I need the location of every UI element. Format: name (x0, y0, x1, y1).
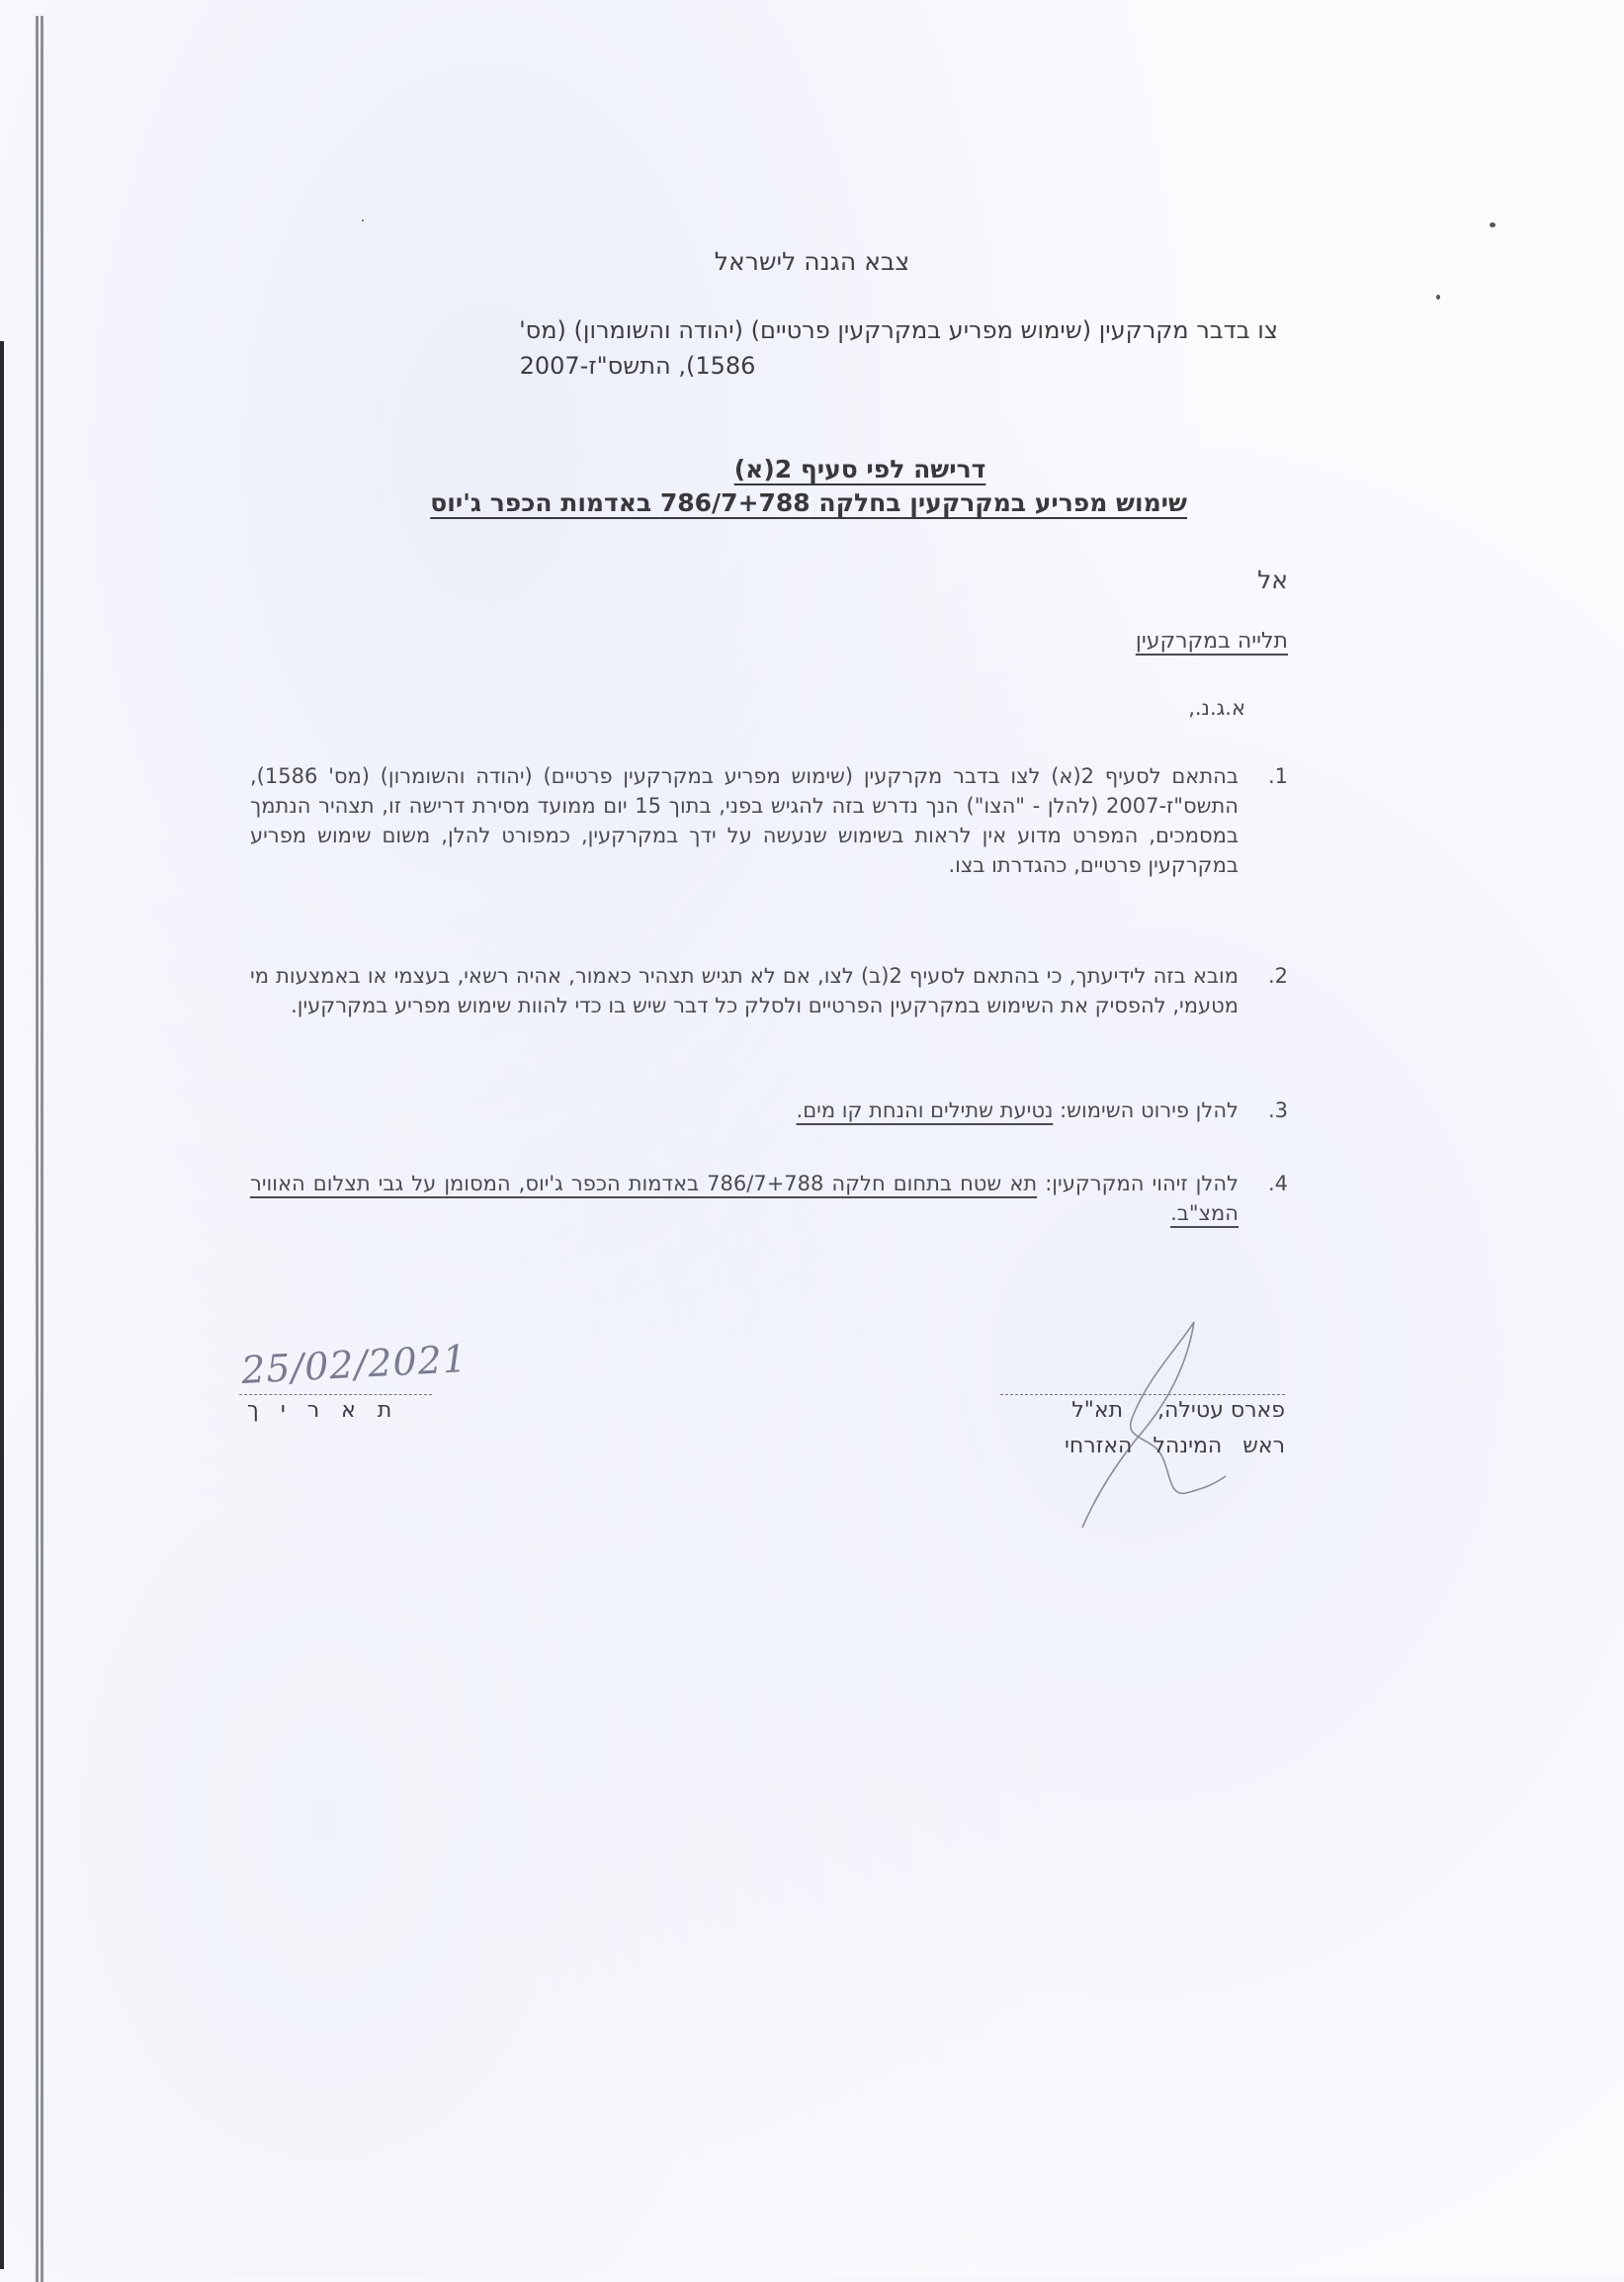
salutation: א.ג.נ., (1188, 696, 1245, 720)
order-title-line2: 1586), התשס"ז-2007 (519, 352, 756, 380)
paragraph-text: מובא בזה לידיעתך, כי בהתאם לסעיף 2(ב) לצו, אם לא תגיש תצהיר כאמור, אהיה רשאי, בעצמי או באמצעות מי מטעמי, להפסיק את השימוש במקרקעין הפרטיים ולסלק כל דבר שיש בו כדי להוות שימוש מפריע במקרקעין. (250, 964, 1239, 1017)
paragraph-number: 3. (1267, 1098, 1288, 1122)
paragraph-4 (250, 1169, 1288, 1228)
paragraph-text: בהתאם לסעיף 2(א) לצו בדבר מקרקעין (שימוש מפריע במקרקעין פרטיים) (יהודה והשומרון) (מס' 1586), התשס"ז-2007 (להלן - "הצו") הנך נדרש בזה להגיש בפני, בתוך 15 יום ממועד מסירת דרישה זו, תצהיר הנתמך במסמכים, המפרט מדוע אין לראות בשימוש שנעשה על ידך במקרקעין, כמפורט להלן, משום שימוש מפריע במקרקעין פרטיים, כהגדרתו בצו. (250, 764, 1239, 877)
scan-border (0, 341, 4, 2269)
demand-subheading: שימוש מפריע במקרקעין בחלקה 786/7+788 באדמות הכפר ג'יוס (430, 488, 1187, 517)
paragraph-number: 4. (1267, 1172, 1288, 1195)
paragraph-number: 2. (1267, 964, 1288, 988)
date-label: תאריך (247, 1398, 414, 1423)
paragraph-3 (250, 1096, 1288, 1125)
date-line (239, 1394, 432, 1395)
recipient: תלייה במקרקעין (1135, 629, 1288, 654)
usage-label: להלן פירוט השימוש: (1060, 1098, 1239, 1122)
usage-value: נטיעת שתילים והנחת קו מים. (796, 1098, 1054, 1122)
paragraph-1 (250, 761, 1288, 880)
order-title-line1: צו בדבר מקרקעין (שימוש מפריע במקרקעין פרטיים) (יהודה והשומרון) (מס' (519, 316, 1278, 344)
scan-speck (362, 219, 364, 221)
land-id-value: תא שטח בתחום חלקה 786/7+788 באדמות הכפר ג'יוס, המסומן על גבי תצלום האוויר המצ"ב. (250, 1172, 1239, 1225)
scan-speck (1490, 222, 1496, 227)
handwritten-date: 25/02/2021 (240, 1337, 470, 1392)
signatory-name: פארס עטילה, תא"ל (1071, 1398, 1285, 1423)
demand-heading: דרישה לפי סעיף 2(א) (733, 455, 986, 483)
scan-speck (1436, 295, 1440, 300)
signatory-role: ראש המינהל האזרחי (1065, 1434, 1285, 1458)
to-label: אל (1257, 566, 1288, 594)
signature-scribble-icon (1077, 1320, 1236, 1533)
land-id-label: להלן זיהוי המקרקעין: (1045, 1172, 1239, 1195)
organization-title: צבא הגנה לישראל (714, 247, 910, 276)
paragraph-number: 1. (1267, 764, 1288, 788)
paragraph-2 (250, 961, 1288, 1020)
